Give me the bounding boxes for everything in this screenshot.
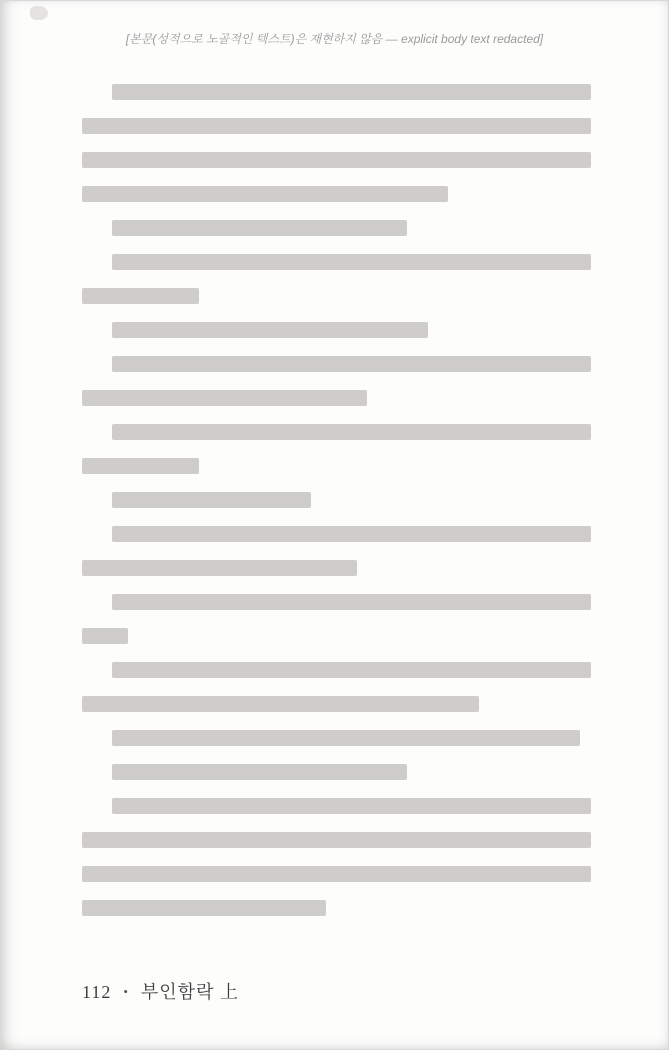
redacted-text-line — [112, 662, 591, 678]
redacted-text-line — [112, 322, 428, 338]
redacted-text-line — [112, 730, 580, 746]
redacted-text-line — [112, 594, 591, 610]
redacted-text-line — [82, 186, 448, 202]
paragraph — [82, 424, 591, 474]
redacted-text-line — [82, 458, 199, 474]
paragraph — [82, 492, 591, 508]
redacted-text-line — [82, 628, 128, 644]
redacted-text-line — [82, 560, 357, 576]
paragraph — [82, 662, 591, 712]
page-number: 112 — [82, 982, 112, 1002]
paragraph — [82, 356, 591, 406]
text-block — [82, 84, 591, 934]
footer-bullet-separator: • — [123, 984, 129, 999]
paragraph — [82, 254, 591, 304]
redacted-text-line — [112, 356, 591, 372]
redacted-text-line — [82, 832, 591, 848]
redacted-text-line — [112, 526, 591, 542]
redacted-text-line — [82, 900, 326, 916]
redacted-text-line — [112, 424, 591, 440]
redacted-text-line — [112, 764, 407, 780]
paragraph — [82, 730, 591, 746]
paragraph — [82, 526, 591, 576]
paragraph — [82, 594, 591, 644]
redacted-text-line — [112, 84, 591, 100]
redacted-text-line — [82, 866, 591, 882]
redacted-text-line — [112, 220, 407, 236]
page-footer — [82, 978, 239, 1004]
paragraph — [82, 798, 591, 916]
redacted-text-line — [112, 254, 591, 270]
redacted-text-line — [82, 288, 199, 304]
paragraph — [82, 322, 591, 338]
paragraph — [82, 220, 591, 236]
redacted-text-line — [82, 152, 591, 168]
scan-artifact — [30, 6, 48, 20]
book-title: 부인함락 上 — [140, 982, 239, 1002]
redacted-text-line — [112, 798, 591, 814]
redacted-text-line — [82, 696, 479, 712]
redacted-text-line — [82, 390, 367, 406]
paragraph — [82, 764, 591, 780]
paragraph — [82, 84, 591, 202]
redaction-notice: [본문(성적으로 노골적인 텍스트)은 재현하지 않음 — explicit body text redacted] — [125, 32, 544, 46]
redacted-text-line — [82, 118, 591, 134]
redacted-text-line — [112, 492, 311, 508]
